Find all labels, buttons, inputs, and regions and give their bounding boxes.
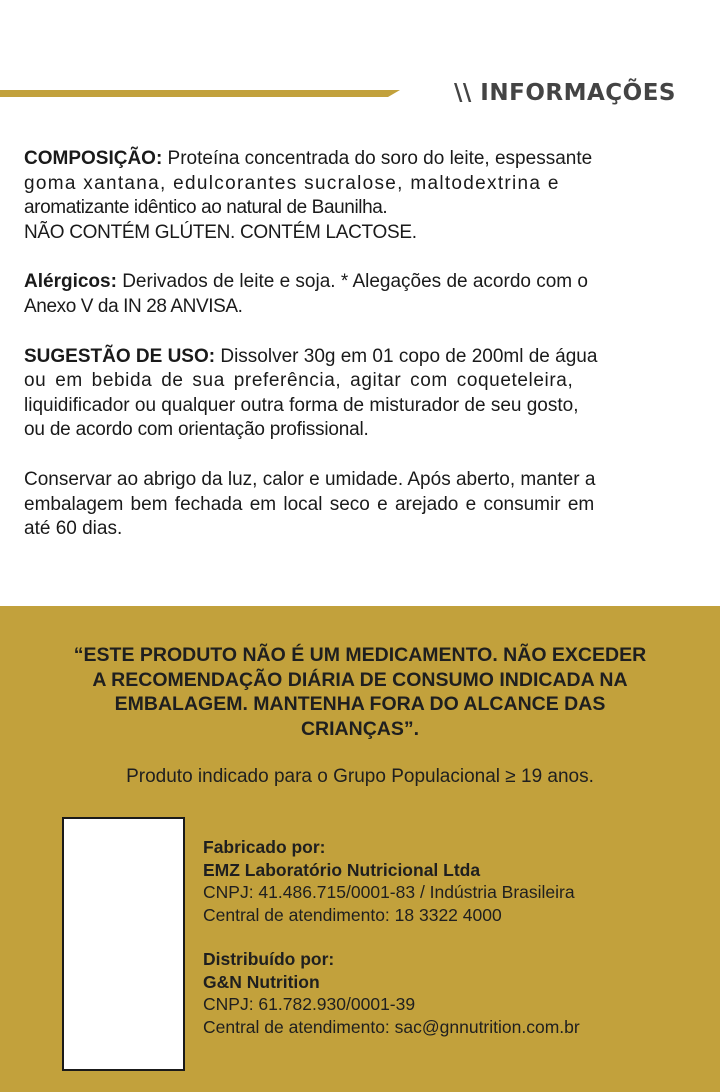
manufacturer-cnpj: CNPJ: 41.486.715/0001-83 / Indústria Brasileira bbox=[203, 882, 575, 902]
storage-line: embalagem bem fechada em local seco e arejado e consumir em bbox=[24, 493, 595, 515]
distributor-cnpj: CNPJ: 61.782.930/0001-39 bbox=[203, 994, 416, 1014]
manufacturer-label: Fabricado por: bbox=[203, 837, 326, 857]
composition-line: aromatizante idêntico ao natural de Baunilha. bbox=[24, 197, 388, 219]
usage-line: ou de acordo com orientação profissional. bbox=[24, 419, 369, 441]
storage-paragraph bbox=[24, 468, 676, 542]
manufacturer-contact: Central de atendimento: 18 3322 4000 bbox=[203, 904, 502, 925]
usage-label: SUGESTÃO DE USO: bbox=[24, 345, 216, 367]
composition-line: Proteína concentrada do soro do leite, espessante bbox=[162, 148, 593, 169]
usage-line: ou em bebida de sua preferência, agitar com coqueteleira, bbox=[24, 370, 574, 392]
allergens-line: Anexo V da IN 28 ANVISA. bbox=[24, 295, 243, 317]
manufacturer-name: EMZ Laboratório Nutricional Ltda bbox=[203, 859, 481, 880]
allergens-label: Alérgicos: bbox=[24, 271, 117, 293]
gluten-lactose-notice: NÃO CONTÉM GLÚTEN. CONTÉM LACTOSE. bbox=[24, 221, 417, 243]
usage-line: Dissolver 30g em 01 copo de 200ml de água bbox=[215, 345, 598, 367]
population-note: Produto indicado para o Grupo Populacional ≥ 19 anos. bbox=[126, 766, 594, 787]
info-content bbox=[24, 147, 676, 567]
allergens-line: Derivados de leite e soja. * Alegações de acordo com o bbox=[116, 271, 588, 293]
section-title: \\ INFORMAÇÕES bbox=[454, 80, 676, 106]
warning-line: A RECOMENDAÇÃO DIÁRIA DE CONSUMO INDICADA NA bbox=[92, 668, 628, 691]
storage-line: até 60 dias. bbox=[24, 518, 123, 540]
composition-paragraph bbox=[24, 147, 676, 245]
distributor-name: G&N Nutrition bbox=[203, 971, 320, 992]
storage-line: Conservar ao abrigo da luz, calor e umidade. Após aberto, manter a bbox=[24, 468, 596, 490]
usage-line: liquidificador ou qualquer outra forma de misturador de seu gosto, bbox=[24, 394, 579, 416]
usage-paragraph bbox=[24, 345, 676, 443]
composition-label: COMPOSIÇÃO: bbox=[24, 148, 163, 169]
barcode-placeholder bbox=[62, 817, 185, 1071]
warning-text bbox=[20, 643, 700, 741]
distributor-contact: Central de atendimento: sac@gnnutrition.com.br bbox=[203, 1016, 580, 1037]
header-divider bbox=[0, 90, 400, 97]
warning-line: “ESTE PRODUTO NÃO É UM MEDICAMENTO. NÃO EXCEDER bbox=[73, 644, 647, 666]
warning-line: EMBALAGEM. MANTENHA FORA DO ALCANCE DAS bbox=[114, 693, 606, 715]
composition-line: goma xantana, edulcorantes sucralose, maltodextrina e bbox=[24, 172, 560, 194]
company-info bbox=[203, 836, 703, 1038]
distributor-label: Distribuído por: bbox=[203, 949, 335, 969]
warning-line: CRIANÇAS”. bbox=[300, 717, 420, 740]
allergens-paragraph bbox=[24, 270, 676, 319]
